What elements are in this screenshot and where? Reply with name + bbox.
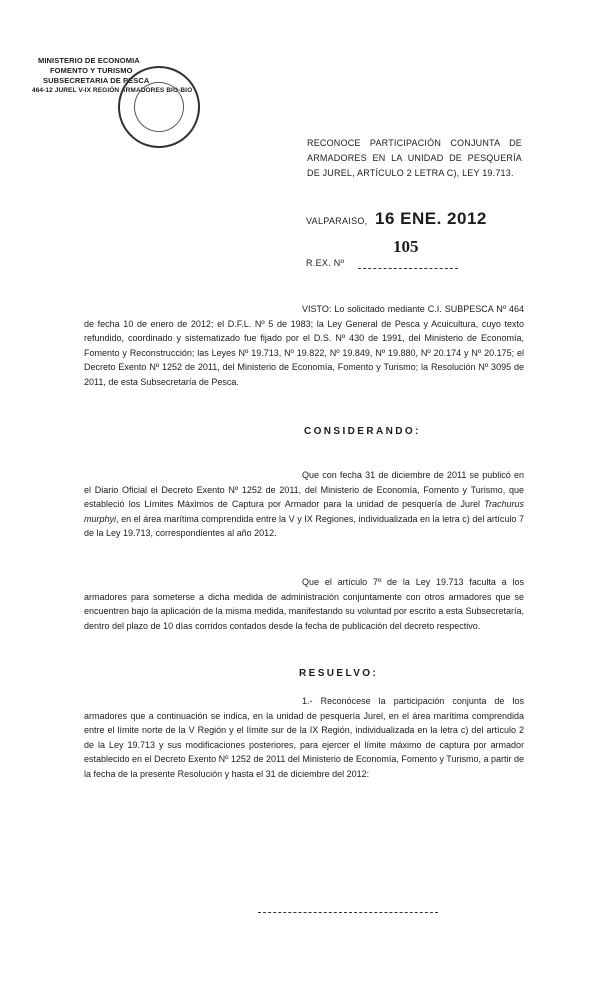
visto-paragraph [84, 302, 524, 390]
resuelvo-text-1: 1.- Reconócese la participación conjunta de los armadores que a continuación se indica, en la unidad de pesquería Jurel, en el área marítima comprendida entre el límite norte de la V Región y el límite sur de la IX Región, individualizada en la letra c) del artículo 2 de la Ley 19.713 y sus modificaciones posteriores, para ejercer el límite máximo de captura por armador establecido en el Decreto Exento Nº 1252 de 2011 del Ministerio de Economía, Fomento y Turismo, a partir de la fecha de la presente Resolución y hasta el 31 de diciembre del 2012: [84, 696, 524, 779]
species-name: Trachurus murphyi [84, 499, 524, 524]
date-stamp: 16 ENE. 2012 [375, 209, 487, 228]
page-bottom-dashes [258, 912, 438, 913]
stamp-inner-ring [125, 73, 193, 141]
considerando-heading: CONSIDERANDO: [304, 426, 421, 437]
visto-text: Lo solicitado mediante C.I. SUBPESCA Nº 464 de fecha 10 de enero de 2012; el D.F.L. Nº 5 de 1983; la Ley General de Pesca y Acuicultura, cuyo texto refundido, coordinado y sistematizado fue fijado por el D.S. Nº 430 de 1991, del Ministerio de Economía, Fomento y Reconstrucción; las Leyes Nº 19.713, Nº 19.822, Nº 19.849, Nº 19.880, Nº 20.174 y Nº 20.175; el Decreto Exento Nº 1252 de 2011, del Ministerio de Economía, Fomento y Turismo; la Resolución Nº 3095 de 2011, de esta Subsecretaría de Pesca. [84, 304, 524, 387]
considerando-paragraph-1 [84, 468, 524, 541]
resuelvo-heading: RESUELVO: [299, 668, 379, 679]
ministry-subtitle: FOMENTO Y TURISMO [50, 66, 133, 75]
ministry-name: MINISTERIO DE ECONOMIA [38, 56, 140, 65]
subsecretaria-name: SUBSECRETARIA DE PESCA [43, 76, 150, 85]
document-subject: RECONOCE PARTICIPACIÓN CONJUNTA DE ARMADORES EN LA UNIDAD DE PESQUERÍA DE JUREL, ARTÍCULO 2 LETRA C), LEY 19.713. [307, 138, 522, 178]
considerando-text-1a: Que con fecha 31 de diciembre de 2011 se publicó en el Diario Oficial el Decreto Exento Nº 1252 de 2011, del Ministerio de Economía, Fomento y Turismo, que estableció los Límites Máximos de Captura por Armador para la unidad de pesquería de Jurel [84, 470, 524, 510]
rex-number-line [358, 268, 458, 269]
city-label: VALPARAISO, [306, 216, 368, 226]
resolution-number: 105 [393, 237, 419, 256]
file-reference: 464-12 JUREL V-IX REGIÓN ARMADORES BIO-BIO [32, 87, 193, 94]
visto-label: VISTO: [302, 304, 332, 314]
rex-label: R.EX. Nº [306, 258, 345, 268]
resuelvo-paragraph-1 [84, 694, 524, 782]
considerando-text-2: Que el artículo 7º de la Ley 19.713 faculta a los armadores para someterse a dicha medida de administración conjuntamente con otros armadores que se encuentren bajo la aplicación de la misma medida, manifestando su voluntad por escrito a esta Subsecretaría, dentro del plazo de 10 días corridos contados desde la fecha de publicación del decreto respectivo. [84, 577, 524, 631]
considerando-paragraph-2 [84, 575, 524, 633]
considerando-text-1b: , en el área marítima comprendida entre la V y IX Regiones, individualizada en la letra c) del artículo 7 de la Ley 19.713, correspondientes al año 2012. [84, 513, 524, 539]
